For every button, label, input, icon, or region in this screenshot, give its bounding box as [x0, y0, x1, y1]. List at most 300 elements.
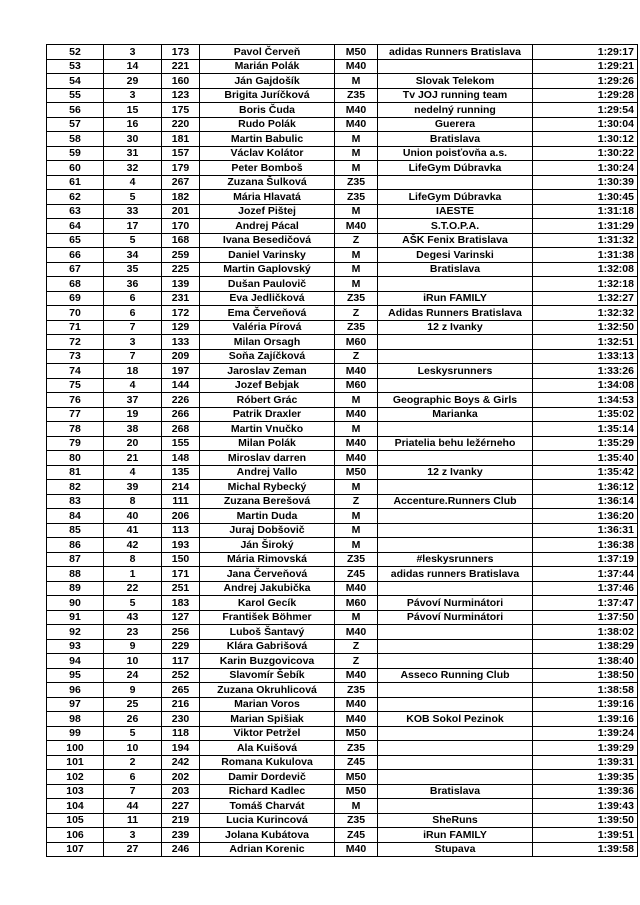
time-cell: 1:36:20 [533, 509, 638, 524]
category-place-cell: 37 [104, 393, 162, 408]
category-place-cell: 38 [104, 422, 162, 437]
time-cell: 1:39:35 [533, 770, 638, 785]
category-cell: M [335, 146, 378, 161]
table-row [47, 697, 638, 712]
category-place-cell: 10 [104, 654, 162, 669]
club-cell [378, 335, 533, 350]
place-cell: 88 [47, 567, 104, 582]
category-cell: Z [335, 654, 378, 669]
bib-cell: 111 [162, 494, 200, 509]
club-cell: LifeGym Dúbravka [378, 190, 533, 205]
club-cell: adidas Runners Bratislava [378, 45, 533, 60]
category-cell: Z35 [335, 320, 378, 335]
table-row [47, 567, 638, 582]
time-cell: 1:32:08 [533, 262, 638, 277]
table-row [47, 248, 638, 263]
runner-name-cell: Eva Jedličková [200, 291, 335, 306]
club-cell: Leskysrunners [378, 364, 533, 379]
club-cell: Pávoví Nurminátori [378, 610, 533, 625]
category-cell: M [335, 538, 378, 553]
category-place-cell: 35 [104, 262, 162, 277]
club-cell [378, 349, 533, 364]
runner-name-cell: Jaroslav Zeman [200, 364, 335, 379]
bib-cell: 229 [162, 639, 200, 654]
bib-cell: 256 [162, 625, 200, 640]
table-row [47, 465, 638, 480]
bib-cell: 225 [162, 262, 200, 277]
runner-name-cell: Damir Dordevič [200, 770, 335, 785]
category-place-cell: 24 [104, 668, 162, 683]
bib-cell: 194 [162, 741, 200, 756]
time-cell: 1:34:53 [533, 393, 638, 408]
place-cell: 75 [47, 378, 104, 393]
time-cell: 1:39:16 [533, 697, 638, 712]
table-row [47, 712, 638, 727]
table-row [47, 190, 638, 205]
category-cell: Z35 [335, 88, 378, 103]
runner-name-cell: Boris Čuda [200, 103, 335, 118]
place-cell: 63 [47, 204, 104, 219]
category-cell: M40 [335, 697, 378, 712]
place-cell: 64 [47, 219, 104, 234]
club-cell [378, 277, 533, 292]
category-cell: Z35 [335, 552, 378, 567]
category-place-cell: 32 [104, 161, 162, 176]
club-cell: Union poisťovňa a.s. [378, 146, 533, 161]
category-cell: M [335, 509, 378, 524]
time-cell: 1:39:50 [533, 813, 638, 828]
category-cell: Z35 [335, 175, 378, 190]
runner-name-cell: Valéria Pírová [200, 320, 335, 335]
runner-name-cell: Marian Spišiak [200, 712, 335, 727]
bib-cell: 173 [162, 45, 200, 60]
place-cell: 67 [47, 262, 104, 277]
bib-cell: 209 [162, 349, 200, 364]
runner-name-cell: Jolana Kubátova [200, 828, 335, 843]
place-cell: 106 [47, 828, 104, 843]
category-cell: M40 [335, 451, 378, 466]
time-cell: 1:36:31 [533, 523, 638, 538]
runner-name-cell: Soňa Zajíčková [200, 349, 335, 364]
time-cell: 1:32:27 [533, 291, 638, 306]
category-place-cell: 42 [104, 538, 162, 553]
category-place-cell: 18 [104, 364, 162, 379]
category-cell: Z [335, 306, 378, 321]
category-cell: M40 [335, 407, 378, 422]
place-cell: 79 [47, 436, 104, 451]
category-place-cell: 10 [104, 741, 162, 756]
bib-cell: 133 [162, 335, 200, 350]
table-row [47, 320, 638, 335]
time-cell: 1:34:08 [533, 378, 638, 393]
place-cell: 70 [47, 306, 104, 321]
time-cell: 1:35:29 [533, 436, 638, 451]
category-cell: M40 [335, 103, 378, 118]
place-cell: 71 [47, 320, 104, 335]
results-table [46, 44, 638, 857]
time-cell: 1:32:18 [533, 277, 638, 292]
time-cell: 1:30:22 [533, 146, 638, 161]
category-cell: Z45 [335, 828, 378, 843]
place-cell: 65 [47, 233, 104, 248]
place-cell: 69 [47, 291, 104, 306]
runner-name-cell: Jozef Bebjak [200, 378, 335, 393]
table-row [47, 422, 638, 437]
runner-name-cell: Marián Polák [200, 59, 335, 74]
time-cell: 1:30:04 [533, 117, 638, 132]
category-cell: M40 [335, 712, 378, 727]
table-row [47, 262, 638, 277]
category-place-cell: 5 [104, 726, 162, 741]
table-row [47, 610, 638, 625]
category-cell: Z35 [335, 291, 378, 306]
category-cell: Z35 [335, 813, 378, 828]
place-cell: 59 [47, 146, 104, 161]
bib-cell: 201 [162, 204, 200, 219]
place-cell: 103 [47, 784, 104, 799]
place-cell: 55 [47, 88, 104, 103]
bib-cell: 123 [162, 88, 200, 103]
club-cell: Marianka [378, 407, 533, 422]
category-place-cell: 22 [104, 581, 162, 596]
category-place-cell: 25 [104, 697, 162, 712]
time-cell: 1:30:39 [533, 175, 638, 190]
bib-cell: 265 [162, 683, 200, 698]
category-place-cell: 27 [104, 842, 162, 857]
table-row [47, 654, 638, 669]
place-cell: 90 [47, 596, 104, 611]
bib-cell: 203 [162, 784, 200, 799]
table-row [47, 45, 638, 60]
runner-name-cell: Peter Bomboš [200, 161, 335, 176]
category-place-cell: 17 [104, 219, 162, 234]
club-cell: iRun FAMILY [378, 828, 533, 843]
club-cell: Bratislava [378, 132, 533, 147]
time-cell: 1:35:02 [533, 407, 638, 422]
category-cell: M [335, 799, 378, 814]
time-cell: 1:35:14 [533, 422, 638, 437]
time-cell: 1:35:42 [533, 465, 638, 480]
category-cell: Z35 [335, 741, 378, 756]
club-cell: KOB Sokol Pezinok [378, 712, 533, 727]
runner-name-cell: Mária Rimovská [200, 552, 335, 567]
table-row [47, 596, 638, 611]
time-cell: 1:39:24 [533, 726, 638, 741]
time-cell: 1:31:29 [533, 219, 638, 234]
time-cell: 1:32:50 [533, 320, 638, 335]
table-row [47, 770, 638, 785]
bib-cell: 214 [162, 480, 200, 495]
category-place-cell: 5 [104, 596, 162, 611]
bib-cell: 216 [162, 697, 200, 712]
bib-cell: 219 [162, 813, 200, 828]
club-cell: AŠK Fenix Bratislava [378, 233, 533, 248]
runner-name-cell: František Böhmer [200, 610, 335, 625]
table-row [47, 306, 638, 321]
place-cell: 61 [47, 175, 104, 190]
category-place-cell: 7 [104, 349, 162, 364]
category-place-cell: 40 [104, 509, 162, 524]
bib-cell: 226 [162, 393, 200, 408]
time-cell: 1:36:12 [533, 480, 638, 495]
category-place-cell: 2 [104, 755, 162, 770]
category-cell: M50 [335, 784, 378, 799]
place-cell: 80 [47, 451, 104, 466]
bib-cell: 266 [162, 407, 200, 422]
category-cell: M50 [335, 770, 378, 785]
runner-name-cell: Marian Voros [200, 697, 335, 712]
category-place-cell: 39 [104, 480, 162, 495]
place-cell: 74 [47, 364, 104, 379]
place-cell: 83 [47, 494, 104, 509]
runner-name-cell: Viktor Petržel [200, 726, 335, 741]
category-cell: Z35 [335, 683, 378, 698]
runner-name-cell: Patrik Draxler [200, 407, 335, 422]
club-cell: Adidas Runners Bratislava [378, 306, 533, 321]
runner-name-cell: Ema Červeňová [200, 306, 335, 321]
time-cell: 1:30:45 [533, 190, 638, 205]
table-row [47, 668, 638, 683]
table-row [47, 74, 638, 89]
place-cell: 52 [47, 45, 104, 60]
time-cell: 1:36:38 [533, 538, 638, 553]
club-cell: iRun FAMILY [378, 291, 533, 306]
club-cell: 12 z Ivanky [378, 465, 533, 480]
time-cell: 1:32:32 [533, 306, 638, 321]
category-cell: M40 [335, 842, 378, 857]
runner-name-cell: Zuzana Berešová [200, 494, 335, 509]
time-cell: 1:29:28 [533, 88, 638, 103]
category-place-cell: 36 [104, 277, 162, 292]
time-cell: 1:35:40 [533, 451, 638, 466]
category-cell: M [335, 74, 378, 89]
time-cell: 1:33:13 [533, 349, 638, 364]
time-cell: 1:31:32 [533, 233, 638, 248]
bib-cell: 135 [162, 465, 200, 480]
bib-cell: 155 [162, 436, 200, 451]
category-cell: M40 [335, 581, 378, 596]
table-row [47, 59, 638, 74]
place-cell: 100 [47, 741, 104, 756]
bib-cell: 220 [162, 117, 200, 132]
club-cell [378, 480, 533, 495]
category-place-cell: 6 [104, 291, 162, 306]
table-row [47, 335, 638, 350]
place-cell: 58 [47, 132, 104, 147]
table-row [47, 451, 638, 466]
category-cell: M [335, 161, 378, 176]
bib-cell: 252 [162, 668, 200, 683]
table-row [47, 726, 638, 741]
bib-cell: 193 [162, 538, 200, 553]
category-cell: M40 [335, 364, 378, 379]
category-place-cell: 26 [104, 712, 162, 727]
place-cell: 68 [47, 277, 104, 292]
time-cell: 1:36:14 [533, 494, 638, 509]
runner-name-cell: Romana Kukulova [200, 755, 335, 770]
category-cell: M [335, 610, 378, 625]
bib-cell: 127 [162, 610, 200, 625]
table-row [47, 219, 638, 234]
runner-name-cell: Martin Gaplovský [200, 262, 335, 277]
runner-name-cell: Adrian Korenic [200, 842, 335, 857]
bib-cell: 160 [162, 74, 200, 89]
category-place-cell: 30 [104, 132, 162, 147]
table-row [47, 639, 638, 654]
place-cell: 99 [47, 726, 104, 741]
category-place-cell: 15 [104, 103, 162, 118]
time-cell: 1:39:36 [533, 784, 638, 799]
club-cell [378, 509, 533, 524]
place-cell: 92 [47, 625, 104, 640]
runner-name-cell: Róbert Grác [200, 393, 335, 408]
table-row [47, 523, 638, 538]
bib-cell: 182 [162, 190, 200, 205]
category-place-cell: 9 [104, 683, 162, 698]
category-place-cell: 44 [104, 799, 162, 814]
bib-cell: 227 [162, 799, 200, 814]
club-cell [378, 538, 533, 553]
runner-name-cell: Andrej Jakubička [200, 581, 335, 596]
category-place-cell: 6 [104, 306, 162, 321]
club-cell: Priatelia behu ležérneho [378, 436, 533, 451]
club-cell [378, 726, 533, 741]
category-cell: M40 [335, 436, 378, 451]
category-cell: Z [335, 349, 378, 364]
table-row [47, 494, 638, 509]
table-row [47, 552, 638, 567]
category-cell: M [335, 523, 378, 538]
category-cell: M40 [335, 625, 378, 640]
time-cell: 1:38:02 [533, 625, 638, 640]
category-cell: M [335, 132, 378, 147]
table-row [47, 784, 638, 799]
bib-cell: 231 [162, 291, 200, 306]
time-cell: 1:39:43 [533, 799, 638, 814]
table-row [47, 683, 638, 698]
category-place-cell: 41 [104, 523, 162, 538]
club-cell: #leskysrunners [378, 552, 533, 567]
table-row [47, 291, 638, 306]
place-cell: 60 [47, 161, 104, 176]
time-cell: 1:29:17 [533, 45, 638, 60]
place-cell: 98 [47, 712, 104, 727]
runner-name-cell: Pavol Červeň [200, 45, 335, 60]
time-cell: 1:39:51 [533, 828, 638, 843]
club-cell [378, 799, 533, 814]
table-row [47, 88, 638, 103]
category-cell: Z45 [335, 567, 378, 582]
club-cell: 12 z Ivanky [378, 320, 533, 335]
table-row [47, 117, 638, 132]
bib-cell: 268 [162, 422, 200, 437]
runner-name-cell: Slavomír Šebík [200, 668, 335, 683]
category-cell: M40 [335, 59, 378, 74]
category-place-cell: 4 [104, 175, 162, 190]
runner-name-cell: Ivana Besedičová [200, 233, 335, 248]
category-cell: Z45 [335, 755, 378, 770]
category-cell: M40 [335, 117, 378, 132]
place-cell: 66 [47, 248, 104, 263]
bib-cell: 117 [162, 654, 200, 669]
table-row [47, 132, 638, 147]
category-place-cell: 7 [104, 784, 162, 799]
results-table-body [47, 45, 638, 857]
category-cell: M50 [335, 726, 378, 741]
runner-name-cell: Michal Rybecký [200, 480, 335, 495]
club-cell [378, 755, 533, 770]
club-cell: nedelný running [378, 103, 533, 118]
bib-cell: 139 [162, 277, 200, 292]
place-cell: 77 [47, 407, 104, 422]
place-cell: 53 [47, 59, 104, 74]
table-row [47, 842, 638, 857]
time-cell: 1:39:31 [533, 755, 638, 770]
category-place-cell: 8 [104, 494, 162, 509]
category-place-cell: 3 [104, 335, 162, 350]
category-place-cell: 3 [104, 45, 162, 60]
runner-name-cell: Andrej Pácal [200, 219, 335, 234]
club-cell: LifeGym Dúbravka [378, 161, 533, 176]
place-cell: 86 [47, 538, 104, 553]
bib-cell: 197 [162, 364, 200, 379]
place-cell: 87 [47, 552, 104, 567]
category-place-cell: 4 [104, 465, 162, 480]
bib-cell: 267 [162, 175, 200, 190]
club-cell: Asseco Running Club [378, 668, 533, 683]
place-cell: 93 [47, 639, 104, 654]
category-cell: M40 [335, 219, 378, 234]
runner-name-cell: Ján Gajdošík [200, 74, 335, 89]
club-cell [378, 697, 533, 712]
table-row [47, 204, 638, 219]
category-place-cell: 23 [104, 625, 162, 640]
place-cell: 95 [47, 668, 104, 683]
category-place-cell: 5 [104, 190, 162, 205]
club-cell: Accenture.Runners Club [378, 494, 533, 509]
club-cell: Guerera [378, 117, 533, 132]
runner-name-cell: Václav Kolátor [200, 146, 335, 161]
bib-cell: 183 [162, 596, 200, 611]
club-cell [378, 654, 533, 669]
category-place-cell: 8 [104, 552, 162, 567]
place-cell: 57 [47, 117, 104, 132]
runner-name-cell: Martin Babulic [200, 132, 335, 147]
place-cell: 56 [47, 103, 104, 118]
club-cell [378, 625, 533, 640]
table-row [47, 233, 638, 248]
time-cell: 1:37:50 [533, 610, 638, 625]
category-place-cell: 31 [104, 146, 162, 161]
runner-name-cell: Martin Vnučko [200, 422, 335, 437]
place-cell: 73 [47, 349, 104, 364]
time-cell: 1:33:26 [533, 364, 638, 379]
bib-cell: 175 [162, 103, 200, 118]
club-cell: SheRuns [378, 813, 533, 828]
bib-cell: 251 [162, 581, 200, 596]
table-row [47, 813, 638, 828]
place-cell: 89 [47, 581, 104, 596]
table-row [47, 393, 638, 408]
table-row [47, 277, 638, 292]
runner-name-cell: Andrej Vallo [200, 465, 335, 480]
category-place-cell: 14 [104, 59, 162, 74]
club-cell: Bratislava [378, 784, 533, 799]
category-place-cell: 3 [104, 828, 162, 843]
table-row [47, 741, 638, 756]
runner-name-cell: Richard Kadlec [200, 784, 335, 799]
place-cell: 81 [47, 465, 104, 480]
